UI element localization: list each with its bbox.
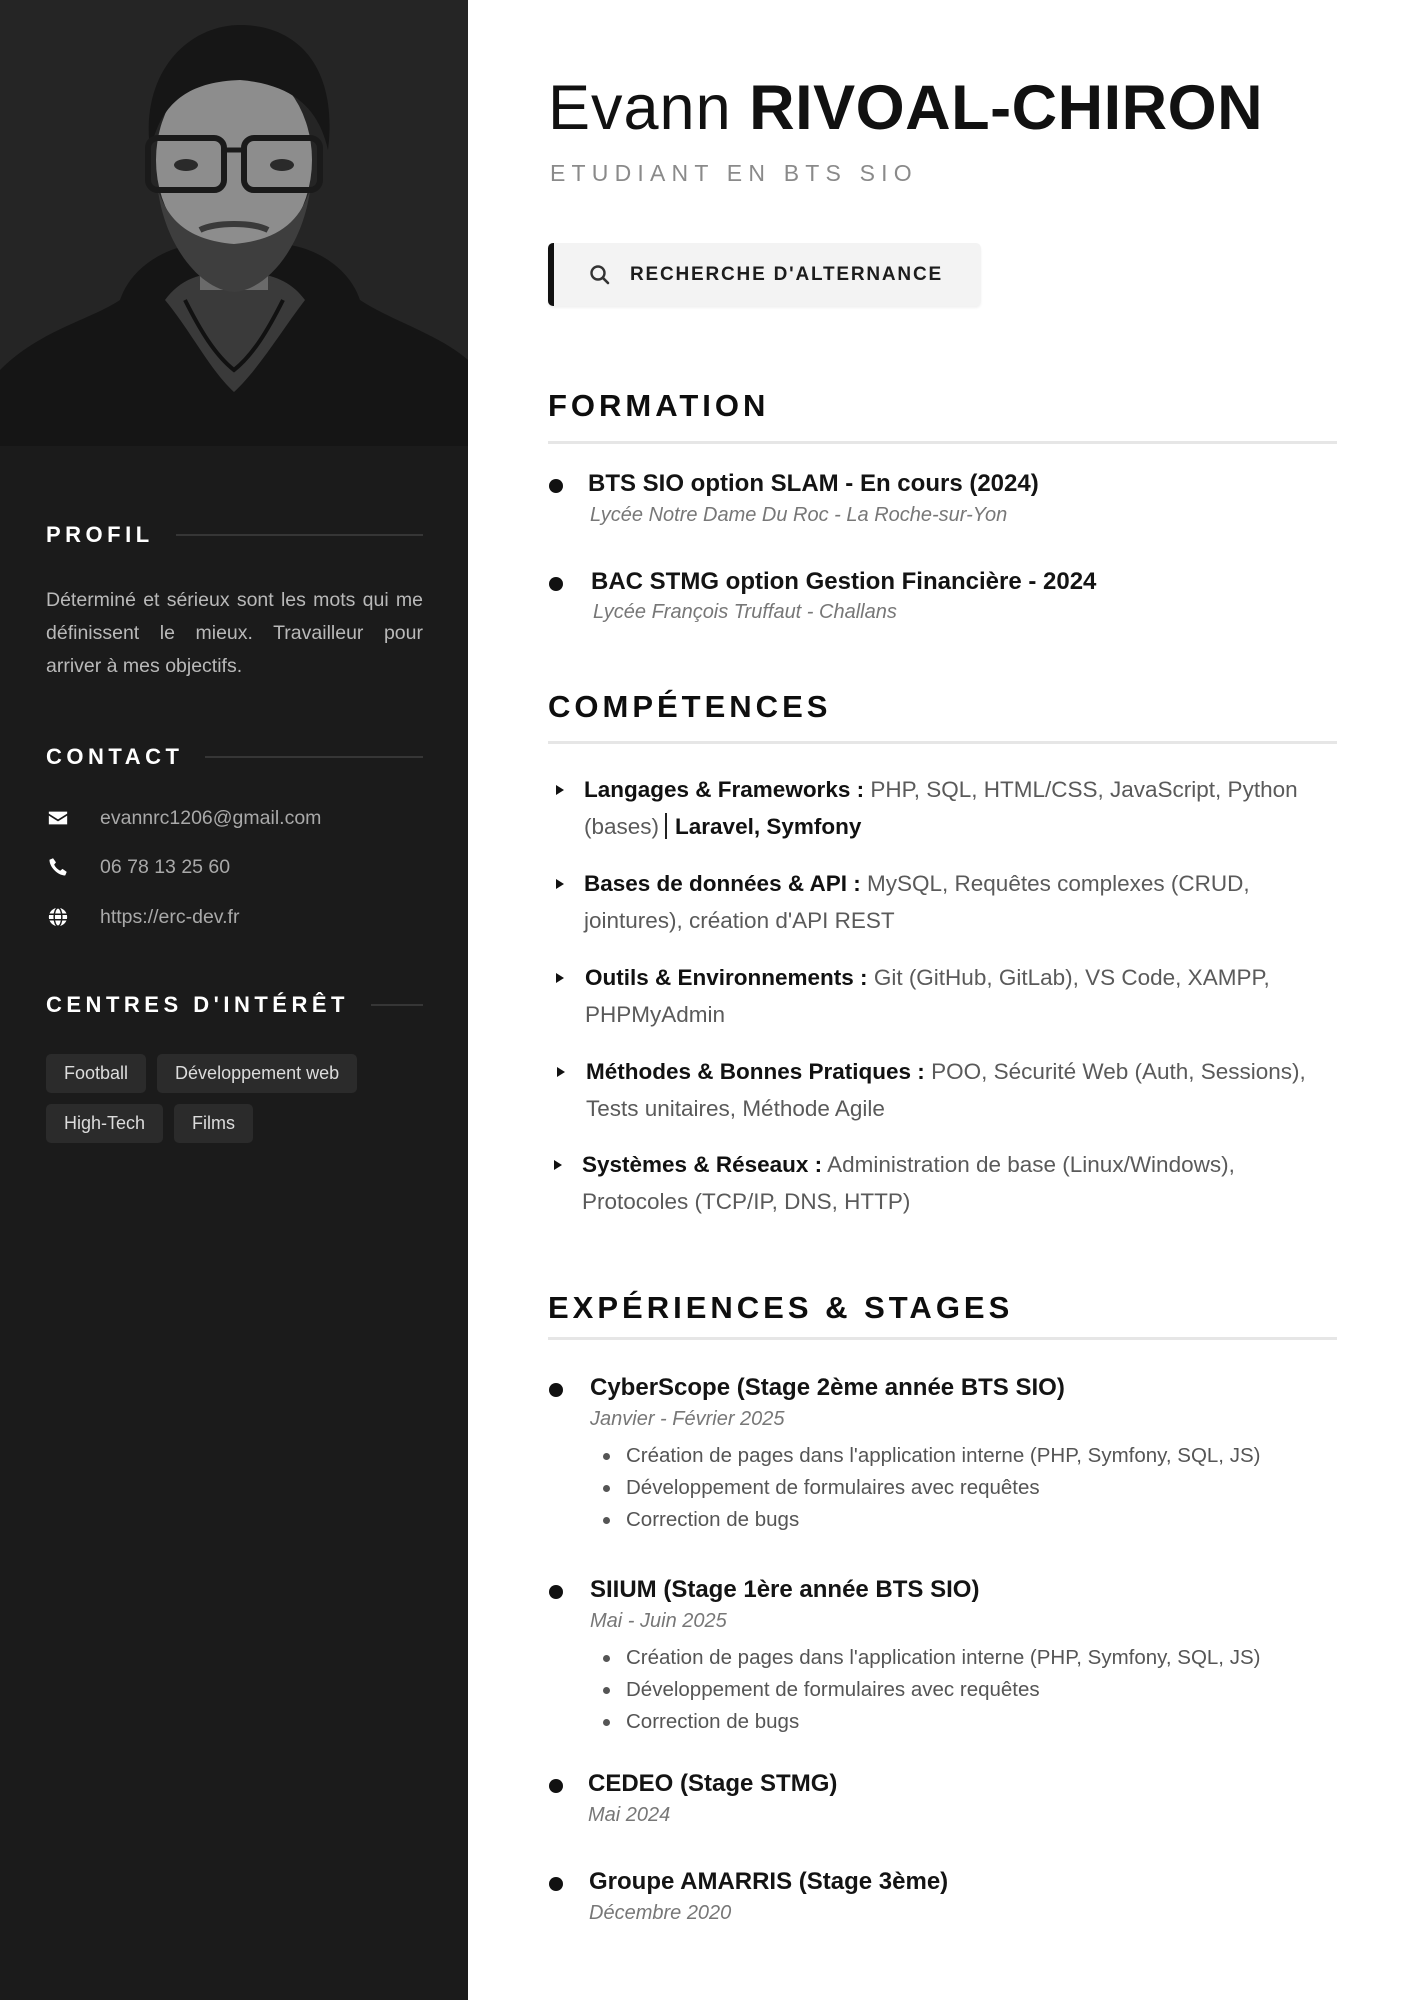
experience-title: CyberScope (Stage 2ème année BTS SIO) xyxy=(590,1374,1065,1401)
bullet-icon xyxy=(603,1687,610,1694)
task-item xyxy=(626,1472,1260,1504)
formation-header xyxy=(548,388,1337,424)
first-name: Evann xyxy=(548,73,732,143)
formation-school: Lycée François Truffaut - Challans xyxy=(593,601,897,623)
skill-value: POO, Sécurité Web (Auth, Sessions), Tests unitaires, Méthode Agile xyxy=(586,1059,1306,1121)
bullet-icon xyxy=(549,577,563,591)
skill-text xyxy=(582,1146,1342,1220)
contact-heading: CONTACT xyxy=(46,744,184,769)
profile-section-header xyxy=(46,522,423,548)
skill-label: Méthodes & Bonnes Pratiques : xyxy=(586,1059,925,1084)
divider xyxy=(205,756,423,758)
task-text: Création de pages dans l'application interne (PHP, Symfony, SQL, JS) xyxy=(626,1444,1261,1467)
experience-header xyxy=(548,1290,1337,1326)
status-badge xyxy=(548,243,981,306)
bullet-icon xyxy=(603,1517,610,1524)
task-list xyxy=(626,1642,1260,1738)
skill-label: Outils & Environnements : xyxy=(585,965,868,990)
experience-title: CEDEO (Stage STMG) xyxy=(588,1770,838,1797)
website-link[interactable]: https://erc-dev.fr xyxy=(100,905,240,928)
task-text: Correction de bugs xyxy=(626,1508,800,1531)
skill-value: Git (GitHub, GitLab), VS Code, XAMPP, PHPMyAdmin xyxy=(585,965,1270,1027)
formation-school: Lycée Notre Dame Du Roc - La Roche-sur-Yon xyxy=(590,504,1008,526)
skill-text xyxy=(586,1053,1346,1127)
experience-date: Mai 2024 xyxy=(588,1804,671,1826)
interest-tags xyxy=(46,1054,423,1143)
interest-tag: High-Tech xyxy=(46,1104,163,1143)
divider xyxy=(176,534,423,536)
task-text: Création de pages dans l'application interne (PHP, Symfony, SQL, JS) xyxy=(626,1646,1261,1669)
skill-label: Langages & Frameworks : xyxy=(584,777,865,802)
contact-phone[interactable] xyxy=(46,852,230,882)
task-text: Correction de bugs xyxy=(626,1710,800,1733)
bullet-icon xyxy=(549,1585,563,1599)
contact-email[interactable] xyxy=(46,803,321,833)
task-item xyxy=(626,1706,1260,1738)
triangle-bullet-icon xyxy=(556,785,564,795)
triangle-bullet-icon xyxy=(557,1067,565,1077)
profile-heading: PROFIL xyxy=(46,522,154,547)
formation-heading: FORMATION xyxy=(548,388,770,423)
skill-value: MySQL, Requêtes complexes (CRUD, jointures), création d'API REST xyxy=(584,871,1250,933)
divider xyxy=(548,1337,1337,1340)
task-list xyxy=(626,1440,1260,1536)
skill-text xyxy=(584,865,1344,939)
email-value[interactable]: evannrc1206@gmail.com xyxy=(100,806,322,829)
profile-summary: Déterminé et sérieux sont les mots qui me définissent le mieux. Travailleur pour arriver à mes objectifs. xyxy=(46,589,423,677)
experience-title: Groupe AMARRIS (Stage 3ème) xyxy=(589,1868,949,1895)
interest-tag: Football xyxy=(46,1054,146,1093)
profile-photo xyxy=(0,0,468,446)
experience-title: SIIUM (Stage 1ère année BTS SIO) xyxy=(590,1576,980,1603)
experience-date: Mai - Juin 2025 xyxy=(590,1610,727,1632)
skill-text xyxy=(584,771,1344,845)
status-badge-label: RECHERCHE D'ALTERNANCE xyxy=(630,263,943,285)
task-text: Développement de formulaires avec requêtes xyxy=(626,1678,1040,1701)
interest-tag: Développement web xyxy=(157,1054,357,1093)
contact-website[interactable] xyxy=(46,902,239,932)
formation-title: BTS SIO option SLAM - En cours (2024) xyxy=(588,470,1039,497)
bullet-icon xyxy=(603,1719,610,1726)
contact-section-header xyxy=(46,744,423,770)
globe-icon xyxy=(46,905,70,929)
interest-tag: Films xyxy=(174,1104,253,1143)
triangle-bullet-icon xyxy=(554,1160,562,1170)
divider xyxy=(548,441,1337,444)
divider xyxy=(548,741,1337,744)
experience-date: Décembre 2020 xyxy=(589,1902,732,1924)
search-icon xyxy=(588,263,612,287)
sidebar xyxy=(0,0,468,2000)
last-name: RIVOAL-CHIRON xyxy=(749,73,1264,143)
task-text: Développement de formulaires avec requêtes xyxy=(626,1476,1040,1499)
task-item xyxy=(626,1504,1260,1536)
triangle-bullet-icon xyxy=(556,973,564,983)
envelope-icon xyxy=(46,806,70,830)
separator xyxy=(665,813,667,839)
task-item xyxy=(626,1642,1260,1674)
task-item xyxy=(626,1674,1260,1706)
task-item xyxy=(626,1440,1260,1472)
bullet-icon xyxy=(603,1453,610,1460)
bullet-icon xyxy=(549,1383,563,1397)
skill-text xyxy=(585,959,1345,1033)
skills-header xyxy=(548,689,1337,725)
skill-extra: Laravel, Symfony xyxy=(675,814,862,839)
job-title: ETUDIANT EN BTS SIO xyxy=(550,160,918,186)
full-name xyxy=(548,68,1263,148)
interests-heading: CENTRES D'INTÉRÊT xyxy=(46,992,349,1017)
experience-date: Janvier - Février 2025 xyxy=(590,1408,785,1430)
skill-value: Administration de base (Linux/Windows), Protocoles (TCP/IP, DNS, HTTP) xyxy=(582,1152,1235,1214)
bullet-icon xyxy=(603,1485,610,1492)
bullet-icon xyxy=(549,1877,563,1891)
bullet-icon xyxy=(549,479,563,493)
interests-section-header xyxy=(46,992,423,1018)
portrait-illustration xyxy=(0,0,468,446)
skill-label: Bases de données & API : xyxy=(584,871,861,896)
skill-value: PHP, SQL, HTML/CSS, JavaScript, Python (bases) xyxy=(584,777,1298,839)
formation-title: BAC STMG option Gestion Financière - 2024 xyxy=(591,568,1097,595)
bullet-icon xyxy=(603,1655,610,1662)
phone-value[interactable]: 06 78 13 25 60 xyxy=(100,855,231,878)
triangle-bullet-icon xyxy=(556,879,564,889)
phone-icon xyxy=(46,855,70,879)
experience-heading: EXPÉRIENCES & STAGES xyxy=(548,1290,1014,1325)
skills-heading: COMPÉTENCES xyxy=(548,689,832,724)
skill-label: Systèmes & Réseaux : xyxy=(582,1152,823,1177)
divider xyxy=(371,1004,423,1006)
bullet-icon xyxy=(549,1779,563,1793)
